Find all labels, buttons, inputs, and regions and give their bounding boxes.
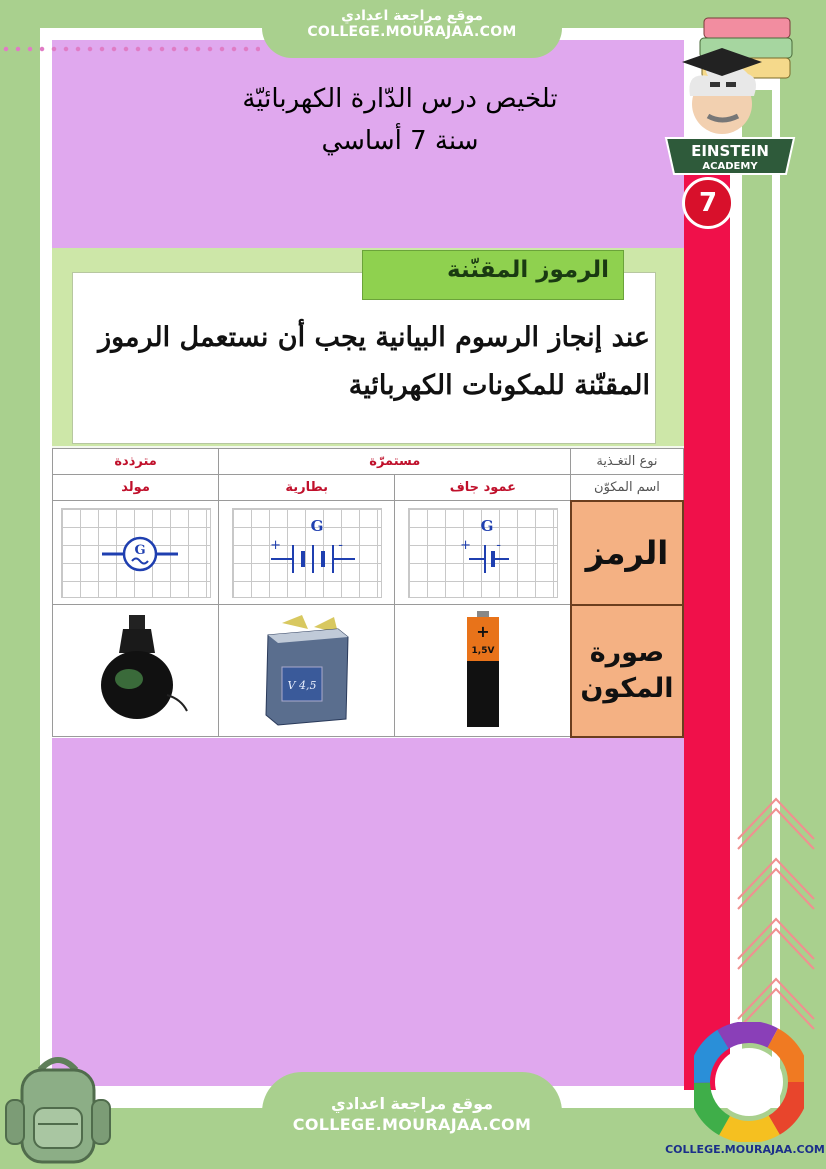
- dry-cell-image: [453, 607, 513, 731]
- document-title: [150, 84, 650, 156]
- row-component-label: اسم المكوّن: [571, 475, 683, 501]
- symbols-table: [52, 448, 684, 738]
- header-site-name: موقع مراجعة اعدادي: [341, 8, 483, 24]
- battery-image: [252, 607, 362, 731]
- intro-text: عند إنجاز الرسوم البيانية يجب أن نستعمل الرموز المقنّنة للمكونات الكهربائية: [98, 322, 650, 401]
- row-supply-label: نوع التغـذية: [571, 449, 683, 475]
- generator-image: [81, 607, 191, 731]
- svg-text:+: +: [459, 537, 471, 553]
- svg-text:-: -: [338, 537, 343, 553]
- battery-symbol-letter: G: [310, 516, 324, 535]
- supply-continuous: مستمرّة: [219, 449, 571, 475]
- table-row: [53, 449, 684, 475]
- footer-site-url[interactable]: COLLEGE.MOURAJAA.COM: [292, 1115, 532, 1134]
- header-tab: [262, 0, 562, 58]
- dry-cell-plus: +: [475, 621, 490, 641]
- battery-symbol: [232, 508, 382, 598]
- subjects-wheel-logo: [694, 1022, 804, 1142]
- section-title-text: الرموز المقنّنة: [447, 257, 609, 283]
- logo-line-2: ACADEMY: [702, 161, 758, 172]
- header-site-url[interactable]: COLLEGE.MOURAJAA.COM: [307, 24, 517, 40]
- footer-tab: [262, 1072, 562, 1169]
- svg-text:-: -: [495, 537, 501, 553]
- table-row: [53, 501, 684, 605]
- table-row: [53, 475, 684, 501]
- dry-cell-image-cell: [395, 605, 571, 737]
- red-side-bar: [684, 170, 730, 1090]
- component-dry-cell: عمود جاف: [395, 475, 571, 501]
- generator-image-cell: [53, 605, 219, 737]
- grade-badge: 7: [682, 177, 734, 229]
- battery-image-cell: [219, 605, 395, 737]
- component-battery: بطارية: [219, 475, 395, 501]
- generator-symbol-letter: G: [134, 542, 146, 558]
- supply-alternating: مترذدة: [53, 449, 219, 475]
- svg-text:+: +: [269, 537, 281, 553]
- battery-symbol-cell: [219, 501, 395, 605]
- decorative-chevrons: [734, 795, 818, 1035]
- footer-site-name: موقع مراجعة اعدادي: [330, 1094, 494, 1113]
- battery-voltage: 4,5 V: [287, 678, 317, 692]
- backpack-icon: [2, 1050, 114, 1166]
- title-line-1: تلخيص درس الدّارة الكهربائيّة: [242, 84, 558, 114]
- section-title: [362, 250, 624, 300]
- table-row: [53, 605, 684, 737]
- wheel-caption: COLLEGE.MOURAJAA.COM: [665, 1143, 825, 1156]
- generator-symbol-cell: [53, 501, 219, 605]
- logo-line-1: EINSTEIN: [691, 142, 769, 160]
- dry-cell-symbol-letter: G: [480, 516, 494, 535]
- row-image-label: صورة المكون: [571, 605, 683, 737]
- generator-symbol: [61, 508, 211, 598]
- row-symbol-label: الرمز: [571, 501, 683, 605]
- dry-cell-symbol: [408, 508, 558, 598]
- title-line-2: سنة 7 أساسي: [321, 126, 479, 156]
- decorative-dots: [0, 44, 260, 54]
- einstein-academy-logo: [660, 12, 800, 177]
- component-generator: مولد: [53, 475, 219, 501]
- dry-cell-symbol-cell: [395, 501, 571, 605]
- dry-cell-voltage: 1,5V: [471, 645, 495, 656]
